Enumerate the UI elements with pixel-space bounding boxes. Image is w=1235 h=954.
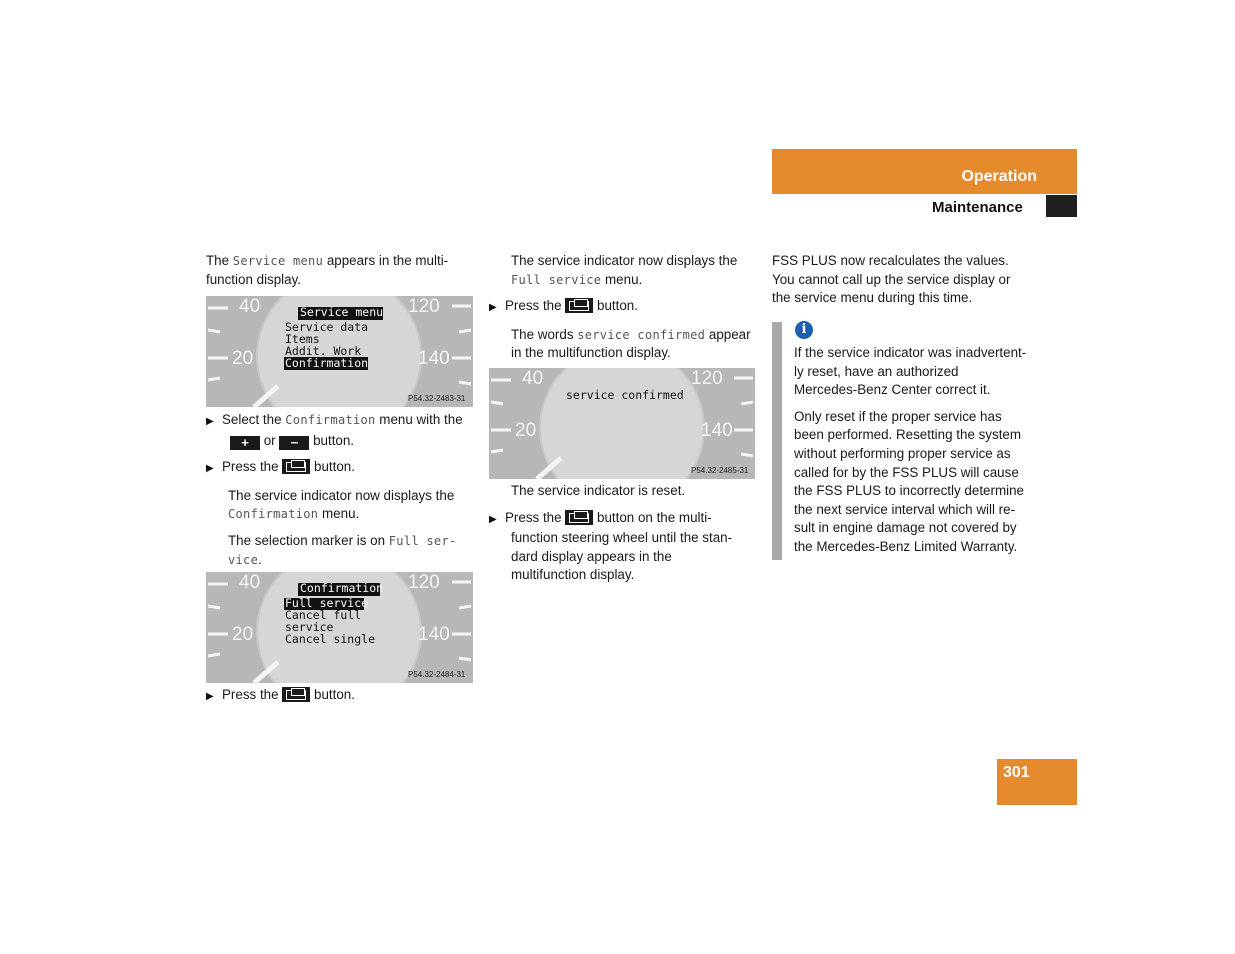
warning-paragraph: [794, 408, 1064, 557]
display-text: vice: [228, 552, 259, 567]
text: the FSS PLUS to incorrectly determine: [794, 483, 1024, 499]
text: button on the multi-: [593, 509, 712, 525]
display-text: service confirmed: [577, 327, 706, 342]
column-3: [772, 252, 1062, 308]
step-select-confirmation: [206, 411, 481, 450]
text: or: [260, 432, 280, 448]
text: the Mercedes-Benz Limited Warranty.: [794, 538, 1018, 554]
display-text: Confirmation: [285, 413, 376, 427]
speed-label: 20: [232, 348, 254, 369]
text: sult in engine damage not covered by: [794, 520, 1017, 536]
text: The selection marker is on: [228, 532, 389, 548]
display-line: Confirmation: [300, 581, 384, 595]
text: Press the: [505, 298, 566, 314]
step-press-button: [489, 509, 759, 585]
speed-label: 40: [239, 572, 261, 593]
display-line: Items: [285, 332, 320, 346]
info-icon: i: [795, 321, 813, 339]
text: function display.: [206, 271, 302, 287]
display-line: Service data: [285, 320, 369, 334]
speed-label: 140: [418, 348, 450, 369]
text: Press the: [222, 459, 283, 475]
display-text: Confirmation: [228, 507, 319, 522]
text: The: [206, 253, 233, 268]
step-press-button: [489, 297, 759, 318]
display-line: Confirmation: [285, 356, 369, 370]
speed-label: 120: [408, 572, 440, 593]
text: Press the: [222, 687, 283, 702]
text: Press the: [505, 509, 566, 525]
column-2-steps: [489, 482, 759, 585]
selection-paragraph: [206, 532, 481, 569]
text: menu.: [601, 271, 643, 287]
text: menu.: [318, 506, 360, 522]
display-line: Full service: [285, 596, 369, 610]
text: the next service interval which will re-: [794, 501, 1016, 517]
note-content: [794, 344, 1064, 557]
text: .: [258, 551, 262, 567]
display-button-icon: [565, 298, 593, 313]
bullet-icon: ▶: [489, 513, 497, 525]
bullet-icon: ▶: [206, 416, 214, 427]
confirmation-display-image: [206, 572, 473, 683]
service-menu-display-image: [206, 296, 473, 407]
display-menu: [285, 582, 383, 645]
text: Only reset if the proper service has: [794, 408, 1002, 424]
plus-button-icon: +: [230, 436, 260, 450]
step-press-button: [206, 458, 481, 479]
text: The service indicator now displays the: [511, 253, 738, 268]
reset-paragraph: The service indicator is reset.: [511, 483, 686, 498]
confirm-paragraph: [489, 326, 759, 363]
recalc-paragraph: [772, 252, 1062, 308]
display-button-icon: [282, 459, 310, 474]
text: FSS PLUS now recalculates the values.: [772, 253, 1009, 268]
text: Select the: [222, 412, 286, 427]
page-number-tab: [997, 759, 1077, 805]
display-line: Cancel full: [285, 608, 362, 622]
text: menu with the: [375, 412, 463, 427]
intro-paragraph: [206, 252, 476, 289]
display-button-icon: [565, 510, 593, 525]
speed-label: 40: [522, 368, 544, 389]
text: The service indicator now displays the: [228, 487, 455, 503]
speed-label: 40: [239, 296, 261, 317]
text: appear: [705, 326, 751, 342]
subsection-title: Maintenance: [932, 199, 1023, 216]
text: function steering wheel until the stan-: [511, 530, 733, 546]
text: Mercedes-Benz Center correct it.: [794, 382, 991, 398]
speed-label: 20: [515, 420, 537, 441]
text: button.: [309, 432, 355, 448]
subsection-marker: [1046, 195, 1077, 217]
text: been performed. Resetting the system: [794, 427, 1022, 443]
result-paragraph: [206, 487, 481, 524]
section-title: Operation: [961, 168, 1037, 185]
display-text: Service menu: [232, 254, 324, 268]
note-paragraph: [794, 344, 1064, 400]
service-confirmed-display-image: [489, 368, 755, 479]
text: ly reset, have an authorized: [794, 363, 959, 379]
column-1-steps: [206, 411, 481, 569]
display-text: Full ser-: [388, 533, 457, 548]
result-paragraph: [489, 252, 759, 289]
text: called for by the FSS PLUS will cause: [794, 464, 1019, 480]
column-1-final-step: [206, 686, 481, 707]
text: dard display appears in the: [511, 548, 672, 564]
display-menu: [285, 306, 383, 369]
column-2: [489, 252, 759, 363]
text: in the multifunction display.: [511, 345, 671, 361]
text: without performing proper service as: [794, 445, 1011, 461]
text: appears in the multi-: [323, 253, 449, 268]
note-bar: [772, 322, 782, 560]
display-text: Full service: [511, 272, 602, 287]
text: If the service indicator was inadvertent-: [794, 345, 1027, 360]
bullet-icon: ▶: [206, 463, 214, 475]
image-reference: P54.32-2483-31: [408, 394, 466, 403]
speed-label: 20: [232, 624, 254, 645]
text: the service menu during this time.: [772, 290, 973, 306]
text: button.: [593, 298, 638, 314]
display-line: Service menu: [300, 305, 384, 319]
text: button.: [310, 459, 355, 475]
page-number: 301: [1003, 764, 1030, 781]
text: button.: [310, 687, 355, 702]
display-line: Addit. Work: [285, 344, 362, 358]
text: multifunction display.: [511, 567, 635, 583]
speed-label: 120: [691, 368, 723, 389]
image-reference: P54.32-2484-31: [408, 670, 466, 679]
column-1: [206, 252, 476, 289]
display-text: service confirmed: [566, 388, 684, 402]
display-line: Cancel single: [285, 632, 376, 646]
minus-button-icon: −: [279, 436, 309, 450]
bullet-icon: ▶: [489, 302, 497, 314]
image-reference: P54.32-2485-31: [691, 466, 749, 475]
speed-label: 140: [418, 624, 450, 645]
display-button-icon: [282, 687, 310, 702]
display-line: service: [285, 620, 334, 634]
step-press-button: [206, 686, 481, 707]
section-tab: [772, 149, 1077, 194]
text: You cannot call up the service display or: [772, 271, 1011, 287]
speed-label: 140: [701, 420, 733, 441]
bullet-icon: ▶: [206, 691, 214, 702]
text: The words: [511, 326, 578, 342]
speed-label: 120: [408, 296, 440, 317]
